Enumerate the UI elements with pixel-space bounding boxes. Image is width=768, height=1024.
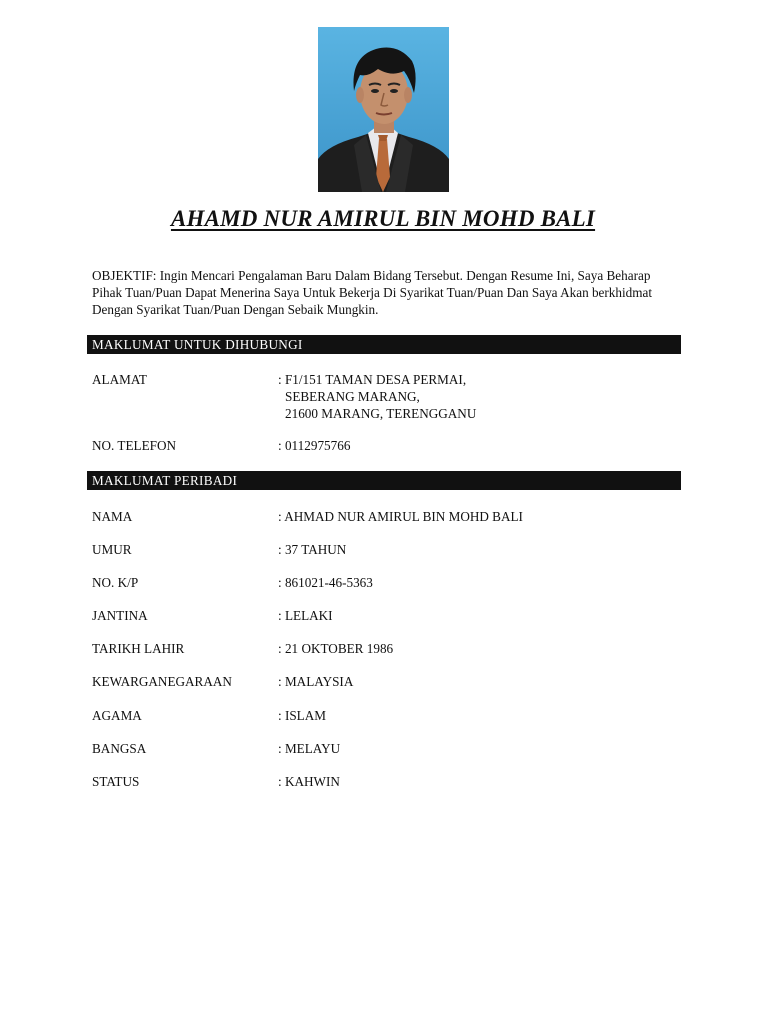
address-value [278, 371, 476, 422]
objective-paragraph: OBJEKTIF: Ingin Mencari Pengalaman Baru Dalam Bidang Tersebut. Dengan Resume Ini, Saya Beharap Pihak Tuan/Puan Dapat Menerina Saya Untuk Bekerja Di Syarikat Tuan/Puan Dan Saya Akan berkhidmat Dengan Syarikat Tuan/Puan Dengan Sebaik Mungkin. [92, 268, 653, 317]
profile-photo [318, 27, 449, 192]
kewarganegaraan-value: : MALAYSIA [278, 674, 354, 689]
phone-value: : 0112975766 [278, 438, 351, 453]
agama-value: : ISLAM [278, 708, 326, 723]
kewarganegaraan-label: KEWARGANEGARAAN [92, 674, 232, 689]
section-heading-contact: MAKLUMAT UNTUK DIHUBUNGI [87, 335, 681, 354]
status-label: STATUS [92, 774, 140, 789]
address-label: ALAMAT [92, 372, 147, 387]
umur-label: UMUR [92, 542, 132, 557]
kp-value: : 861021-46-5363 [278, 575, 373, 590]
portrait-image [318, 27, 449, 192]
kp-label: NO. K/P [92, 575, 139, 590]
tarikh-lahir-label: TARIKH LAHIR [92, 641, 185, 656]
status-value: : KAHWIN [278, 774, 340, 789]
address-line-1: : F1/151 TAMAN DESA PERMAI, [278, 372, 467, 387]
phone-label: NO. TELEFON [92, 438, 177, 453]
tarikh-lahir-value: : 21 OKTOBER 1986 [278, 641, 394, 656]
nama-value: : AHMAD NUR AMIRUL BIN MOHD BALI [278, 509, 523, 524]
jantina-label: JANTINA [92, 608, 148, 623]
section-heading-personal: MAKLUMAT PERIBADI [87, 471, 681, 490]
bangsa-label: BANGSA [92, 741, 147, 756]
nama-label: NAMA [92, 509, 133, 524]
bangsa-value: : MELAYU [278, 741, 341, 756]
agama-label: AGAMA [92, 708, 142, 723]
jantina-value: : LELAKI [278, 608, 333, 623]
address-line-3: 21600 MARANG, TERENGGANU [285, 406, 477, 421]
resume-name-title: AHAMD NUR AMIRUL BIN MOHD BALI [170, 206, 596, 231]
umur-value: : 37 TAHUN [278, 542, 347, 557]
address-line-2: SEBERANG MARANG, [285, 389, 420, 404]
